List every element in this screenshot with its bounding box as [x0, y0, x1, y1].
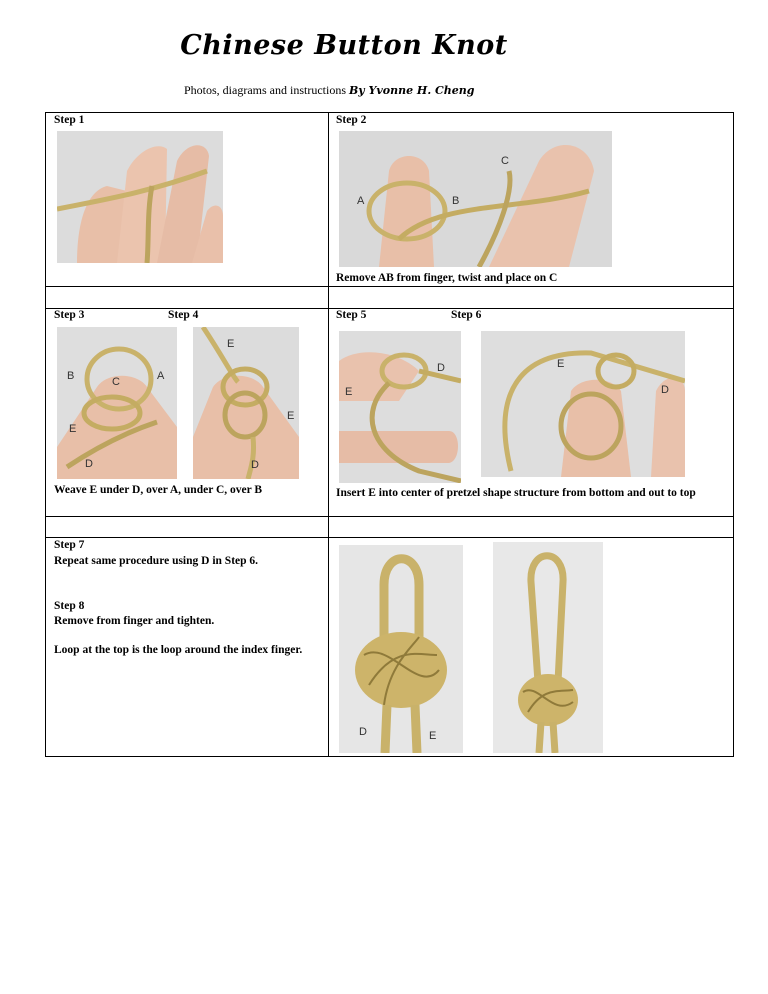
row-divider — [46, 308, 733, 309]
caption-step-3-4: Weave E under D, over A, under C, over B — [54, 484, 263, 496]
photo-step-4 — [193, 327, 299, 479]
page-title: Chinese Button Knot — [180, 30, 508, 61]
caption-step-8-line1: Remove from finger and tighten. — [54, 615, 215, 627]
photo-finished-knot-front — [339, 545, 463, 753]
row-divider — [46, 286, 733, 287]
photo-finished-knot-side — [493, 542, 603, 753]
instruction-table — [45, 112, 734, 757]
photo-label: C — [112, 376, 120, 388]
photo-label: D — [85, 458, 93, 470]
photo-label: E — [287, 410, 295, 422]
photo-step-5 — [339, 331, 461, 483]
step-4-label: Step 4 — [168, 309, 199, 321]
step-5-label: Step 5 — [336, 309, 367, 321]
step-7-label: Step 7 — [54, 539, 85, 551]
step-8-label: Step 8 — [54, 600, 85, 612]
caption-step-2: Remove AB from finger, twist and place on C — [336, 272, 558, 284]
photo-label: E — [227, 338, 235, 350]
photo-label: B — [67, 370, 75, 382]
photo-step-3 — [57, 327, 177, 479]
byline-prefix: Photos, diagrams and instructions — [184, 83, 349, 97]
photo-label: D — [437, 362, 445, 374]
photo-label: D — [359, 726, 367, 738]
caption-step-8-line2: Loop at the top is the loop around the index finger. — [54, 644, 303, 656]
photo-label: A — [357, 195, 365, 207]
byline-author: By Yvonne H. Cheng — [349, 84, 475, 97]
byline — [184, 83, 474, 98]
photo-step-2 — [339, 131, 612, 267]
step-3-label: Step 3 — [54, 309, 85, 321]
row-divider — [46, 537, 733, 538]
photo-label: D — [661, 384, 669, 396]
caption-step-7: Repeat same procedure using D in Step 6. — [54, 555, 259, 567]
photo-label: E — [69, 423, 77, 435]
caption-step-5-6: Insert E into center of pretzel shape structure from bottom and out to top — [336, 487, 696, 499]
photo-step-1 — [57, 131, 223, 263]
step-6-label: Step 6 — [451, 309, 482, 321]
photo-label: E — [345, 386, 353, 398]
step-2-label: Step 2 — [336, 114, 367, 126]
photo-label: D — [251, 459, 259, 471]
photo-step-6 — [481, 331, 685, 477]
photo-label: E — [557, 358, 565, 370]
column-divider — [328, 113, 329, 756]
row-divider — [46, 516, 733, 517]
step-1-label: Step 1 — [54, 114, 85, 126]
photo-label: B — [452, 195, 460, 207]
photo-label: A — [157, 370, 165, 382]
photo-label: C — [501, 155, 509, 167]
photo-label: E — [429, 730, 437, 742]
